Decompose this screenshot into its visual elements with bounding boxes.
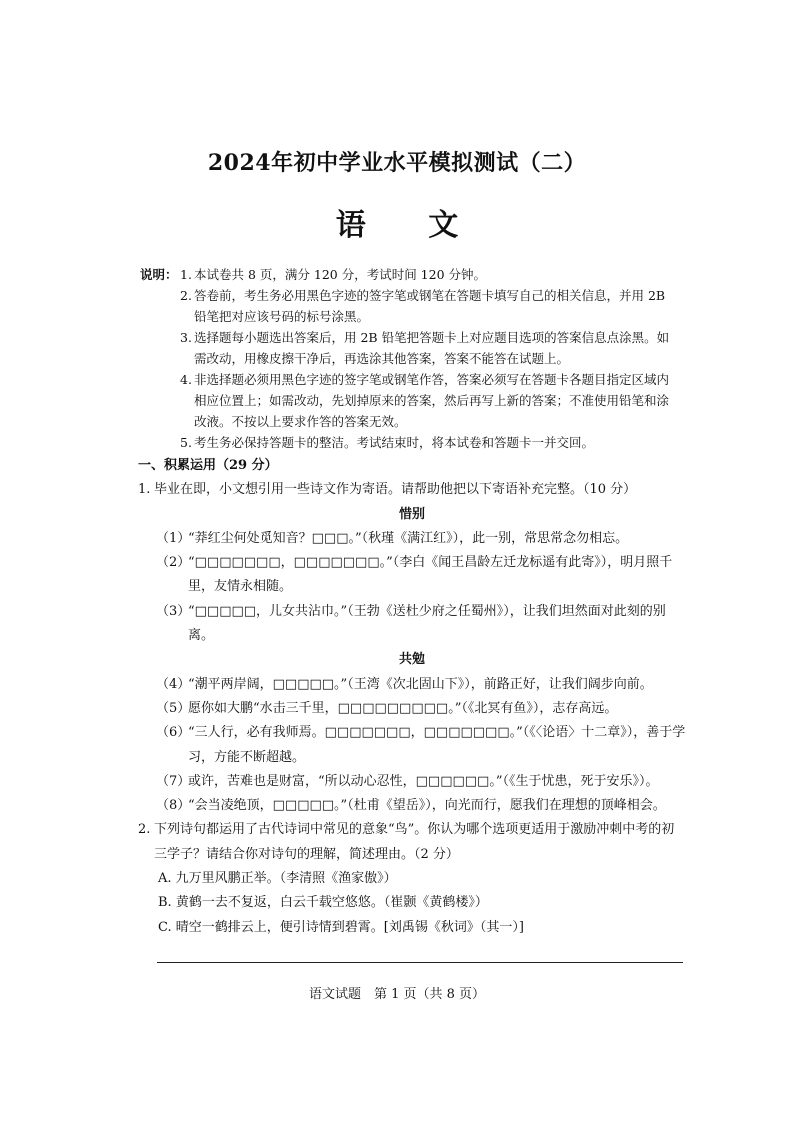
instruction-item bbox=[140, 264, 680, 285]
item-text: “潮平两岸阔，□□□□□。”（王湾《次北固山下》），前路正好，让我们阔步向前。 bbox=[188, 676, 653, 692]
instructions bbox=[140, 264, 680, 453]
instruction-number: 1. bbox=[180, 267, 192, 282]
blank-item bbox=[138, 721, 686, 770]
item-number: （1） bbox=[156, 530, 191, 546]
question-1 bbox=[138, 478, 686, 502]
blank-item bbox=[138, 527, 686, 551]
blank-item bbox=[138, 770, 686, 794]
blank-item bbox=[138, 600, 686, 649]
question-2 bbox=[138, 818, 686, 867]
option-a: A. 九万里风鹏正举。（李清照《渔家傲》） bbox=[158, 871, 397, 887]
instructions-lead: 说明： bbox=[140, 267, 178, 282]
instruction-item bbox=[140, 432, 680, 453]
question-text: 毕业在即，小文想引用一些诗文作为寄语。请帮助他把以下寄语补充完整。（10 分） bbox=[154, 482, 637, 498]
instruction-item bbox=[140, 369, 680, 432]
blank-item bbox=[138, 673, 686, 697]
option-b: B. 黄鹤一去不复返，白云千载空悠悠。（崔颢《黄鹤楼》） bbox=[158, 895, 488, 911]
item-text: “会当凌绝顶，□□□□□。”（杜甫《望岳》），向光而行，愿我们在理想的顶峰相会。 bbox=[188, 798, 666, 814]
instruction-number: 2. bbox=[180, 288, 192, 303]
section-heading: 一、积累运用（29 分） bbox=[138, 458, 278, 473]
exam-body bbox=[138, 454, 686, 940]
question-number: 1. bbox=[138, 482, 151, 498]
blank-item bbox=[138, 551, 686, 600]
instruction-text: 本试卷共 8 页，满分 120 分，考试时间 120 分钟。 bbox=[194, 267, 487, 282]
instruction-number: 4. bbox=[180, 372, 192, 387]
item-text: “三人行，必有我师焉。□□□□□□□，□□□□□□□。”（《〈论语〉十二章》），善于学习，方能不断超越。 bbox=[188, 725, 686, 765]
item-number: （7） bbox=[156, 773, 191, 789]
blank-item bbox=[138, 794, 686, 818]
item-number: （3） bbox=[156, 603, 191, 619]
subject-title: 语 文 bbox=[335, 208, 485, 243]
group-title-encourage: 共勉 bbox=[398, 652, 425, 668]
instruction-text: 答卷前，考生务必用黑色字迹的签字笔或钢笔在答题卡填写自己的相关信息，并用 2B 铅笔把对应该号码的标号涂黑。 bbox=[194, 288, 666, 324]
instruction-number: 3. bbox=[180, 330, 192, 345]
item-text: 愿你如大鹏“水击三千里，□□□□□□□□□。”（《北冥有鱼》），志存高远。 bbox=[188, 700, 618, 716]
item-text: “□□□□□□□，□□□□□□□。”（李白《闻王昌龄左迁龙标遥有此寄》），明月照千里，友情永相随。 bbox=[188, 555, 673, 595]
footer-divider bbox=[157, 962, 683, 963]
instruction-text: 非选择题必须用黑色字迹的签字笔或钢笔作答，答案必须写在答题卡各题目指定区域内相应位置上；如需改动，先划掉原来的答案，然后再写上新的答案；不准使用铅笔和涂改液。不按以上要求作答的答案无效。 bbox=[194, 372, 670, 429]
item-text: “莽红尘何处觅知音？□□□。”（秋瑾《满江红》），此一别，常思常念勿相忘。 bbox=[188, 530, 629, 546]
question-number: 2. bbox=[138, 822, 151, 838]
item-number: （5） bbox=[156, 700, 191, 716]
item-text: “□□□□□，儿女共沾巾。”（王勃《送杜少府之任蜀州》），让我们坦然面对此刻的别离。 bbox=[188, 603, 666, 644]
instruction-item bbox=[140, 285, 680, 327]
instruction-number: 5. bbox=[180, 435, 192, 450]
item-number: （4） bbox=[156, 676, 191, 692]
blank-item bbox=[138, 697, 686, 721]
item-number: （2） bbox=[156, 555, 191, 571]
exam-title: 2024年初中学业水平模拟测试（二） bbox=[207, 150, 587, 176]
item-number: （8） bbox=[156, 798, 191, 814]
instruction-text: 考生务必保持答题卡的整洁。考试结束时，将本试卷和答题卡一并交回。 bbox=[194, 435, 595, 450]
question-text: 下列诗句都运用了古代诗词中常见的意象“鸟”。你认为哪个选项更适用于激励冲刺中考的初三学子？请结合你对诗句的理解，简述理由。（2 分） bbox=[154, 822, 675, 862]
item-text: 或许，苦难也是财富，“所以动心忍性，□□□□□□。”（《生于忧患，死于安乐》）。 bbox=[188, 773, 659, 789]
option-c: C. 晴空一鹤排云上，便引诗情到碧霄。[刘禹锡《秋词》（其一）] bbox=[158, 919, 524, 935]
instruction-item bbox=[140, 327, 680, 369]
instruction-text: 选择题每小题选出答案后，用 2B 铅笔把答题卡上对应题目选项的答案信息点涂黑。如需改动，用橡皮擦干净后，再选涂其他答案，答案不能答在试题上。 bbox=[194, 330, 670, 366]
page-footer: 语文试题 第 1 页（共 8 页） bbox=[308, 987, 486, 1002]
item-number: （6） bbox=[156, 725, 191, 741]
group-title-farewell: 惜别 bbox=[398, 506, 425, 522]
